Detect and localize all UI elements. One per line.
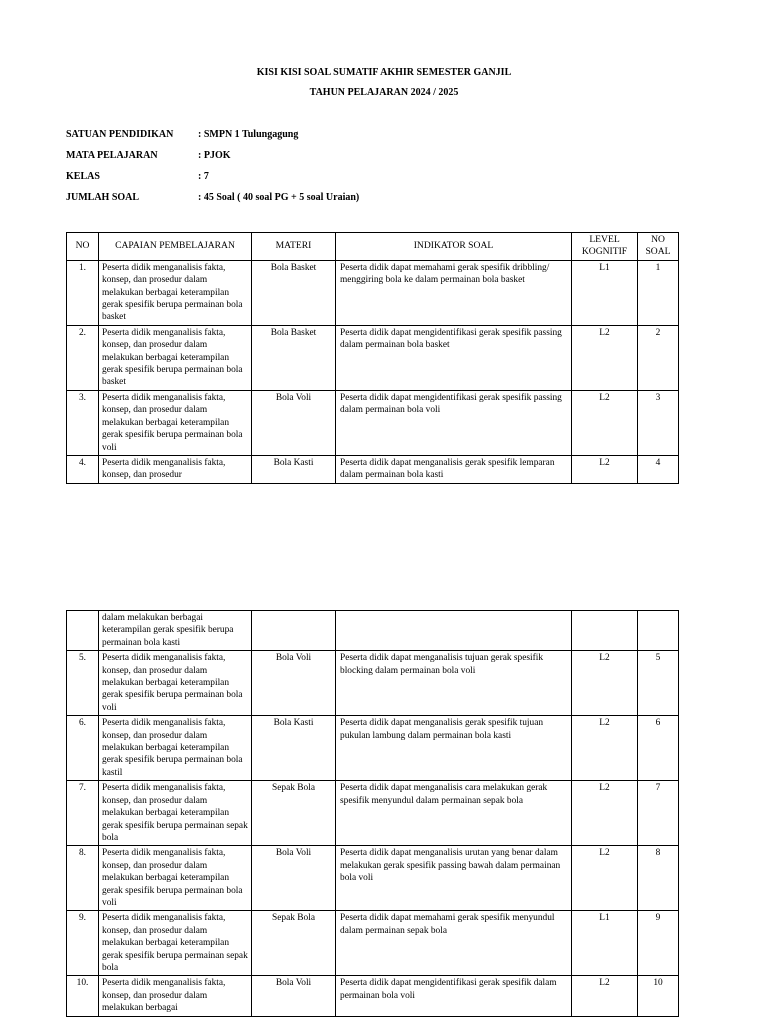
cell-capaian: Peserta didik menganalisis fakta, konsep, dan prosedur dalam melakukan berbagai keterampilan gerak spesifik berupa permainan sepak bola: [99, 781, 252, 846]
cell-indikator: Peserta didik dapat mengidentifikasi gerak spesifik passing dalam permainan bola basket: [336, 325, 572, 390]
table-row: [67, 716, 679, 781]
cell-capaian: dalam melakukan berbagai keterampilan gerak spesifik berupa permainan bola kasti: [99, 611, 252, 651]
cell-level: L2: [572, 846, 638, 911]
info-value: : SMPN 1 Tulungagung: [198, 129, 299, 140]
header-materi: MATERI: [252, 233, 336, 261]
cell-materi: Sepak Bola: [252, 911, 336, 976]
cell-capaian: Peserta didik menganalisis fakta, konsep, dan prosedur dalam melakukan berbagai keterampilan gerak spesifik berupa permainan bola kastil: [99, 716, 252, 781]
cell-level: L2: [572, 976, 638, 1016]
doc-title: KISI KISI SOAL SUMATIF AKHIR SEMESTER GANJIL: [256, 67, 512, 78]
cell-indikator: Peserta didik dapat mengidentifikasi gerak spesifik passing dalam permainan bola voli: [336, 390, 572, 455]
cell-indikator: Peserta didik dapat mengidentifikasi gerak spesifik dalam permainan bola voli: [336, 976, 572, 1016]
cell-no-soal: 7: [638, 781, 679, 846]
cell-materi: Sepak Bola: [252, 781, 336, 846]
cell-no-soal: [638, 611, 679, 651]
cell-no: [67, 611, 99, 651]
cell-indikator: Peserta didik dapat menganalisis urutan yang benar dalam melakukan gerak spesifik passing bawah dalam permainan bola voli: [336, 846, 572, 911]
header-no-soal: NO SOAL: [638, 233, 679, 261]
cell-indikator: Peserta didik dapat memahami gerak spesifik menyundul dalam permainan sepak bola: [336, 911, 572, 976]
doc-subtitle: TAHUN PELAJARAN 2024 / 2025: [309, 87, 459, 98]
cell-materi: Bola Basket: [252, 260, 336, 325]
cell-indikator: Peserta didik dapat menganalisis gerak spesifik tujuan pukulan lambung dalam permainan bola kasti: [336, 716, 572, 781]
cell-capaian: Peserta didik menganalisis fakta, konsep, dan prosedur: [99, 455, 252, 483]
info-value: : 45 Soal ( 40 soal PG + 5 soal Uraian): [198, 192, 360, 203]
cell-materi: Bola Voli: [252, 976, 336, 1016]
table-header-row: [67, 233, 679, 261]
header-indikator: INDIKATOR SOAL: [336, 233, 572, 261]
cell-materi: Bola Basket: [252, 325, 336, 390]
cell-no-soal: 10: [638, 976, 679, 1016]
cell-level: L2: [572, 455, 638, 483]
cell-indikator: Peserta didik dapat memahami gerak spesifik dribbling/ menggiring bola ke dalam permainan bola basket: [336, 260, 572, 325]
cell-materi: Bola Voli: [252, 651, 336, 716]
cell-capaian: Peserta didik menganalisis fakta, konsep, dan prosedur dalam melakukan berbagai keterampilan gerak spesifik berupa permainan bola basket: [99, 260, 252, 325]
table-row: [67, 325, 679, 390]
cell-no: 3.: [67, 390, 99, 455]
table-row: [67, 260, 679, 325]
cell-no-soal: 3: [638, 390, 679, 455]
header-level: LEVEL KOGNITIF: [572, 233, 638, 261]
info-row-jumlah: [66, 192, 359, 203]
table-row: [67, 846, 679, 911]
cell-no-soal: 8: [638, 846, 679, 911]
cell-level: L2: [572, 781, 638, 846]
cell-indikator: Peserta didik dapat menganalisis cara melakukan gerak spesifik menyundul dalam permainan sepak bola: [336, 781, 572, 846]
table-row: [67, 781, 679, 846]
cell-no: 6.: [67, 716, 99, 781]
cell-no: 4.: [67, 455, 99, 483]
cell-level: L2: [572, 716, 638, 781]
cell-no-soal: 1: [638, 260, 679, 325]
kisi-table-page2: [66, 610, 679, 1017]
cell-no-soal: 2: [638, 325, 679, 390]
table-row-continued: [67, 611, 679, 651]
cell-capaian: Peserta didik menganalisis fakta, konsep, dan prosedur dalam melakukan berbagai: [99, 976, 252, 1016]
cell-capaian: Peserta didik menganalisis fakta, konsep, dan prosedur dalam melakukan berbagai keterampilan gerak spesifik berupa permainan bola voli: [99, 846, 252, 911]
info-value: : PJOK: [198, 150, 231, 161]
cell-no: 5.: [67, 651, 99, 716]
cell-level: [572, 611, 638, 651]
cell-no-soal: 5: [638, 651, 679, 716]
cell-no-soal: 9: [638, 911, 679, 976]
cell-indikator: [336, 611, 572, 651]
cell-level: L2: [572, 390, 638, 455]
cell-capaian: Peserta didik menganalisis fakta, konsep, dan prosedur dalam melakukan berbagai keterampilan gerak spesifik berupa permainan sepak bola: [99, 911, 252, 976]
info-row-satuan: [66, 129, 298, 140]
info-label: KELAS: [66, 171, 100, 182]
table-row: [67, 651, 679, 716]
cell-no: 8.: [67, 846, 99, 911]
info-value: : 7: [198, 171, 209, 182]
cell-no: 2.: [67, 325, 99, 390]
cell-capaian: Peserta didik menganalisis fakta, konsep, dan prosedur dalam melakukan berbagai keterampilan gerak spesifik berupa permainan bola voli: [99, 390, 252, 455]
cell-capaian: Peserta didik menganalisis fakta, konsep, dan prosedur dalam melakukan berbagai keterampilan gerak spesifik berupa permainan bola voli: [99, 651, 252, 716]
cell-level: L1: [572, 911, 638, 976]
cell-no: 7.: [67, 781, 99, 846]
cell-no: 1.: [67, 260, 99, 325]
info-label: JUMLAH SOAL: [66, 192, 140, 203]
cell-no: 9.: [67, 911, 99, 976]
cell-no: 10.: [67, 976, 99, 1016]
cell-indikator: Peserta didik dapat menganalisis gerak spesifik lemparan dalam permainan bola kasti: [336, 455, 572, 483]
cell-level: L2: [572, 325, 638, 390]
header-no: NO: [67, 233, 99, 261]
table-row: [67, 911, 679, 976]
table-row: [67, 976, 679, 1016]
info-row-kelas: [66, 171, 209, 182]
cell-no-soal: 6: [638, 716, 679, 781]
table-row: [67, 455, 679, 483]
info-label: SATUAN PENDIDIKAN: [66, 129, 174, 140]
cell-level: L1: [572, 260, 638, 325]
cell-materi: [252, 611, 336, 651]
cell-capaian: Peserta didik menganalisis fakta, konsep, dan prosedur dalam melakukan berbagai keterampilan gerak spesifik berupa permainan bola basket: [99, 325, 252, 390]
info-row-mapel: [66, 150, 231, 161]
cell-indikator: Peserta didik dapat menganalisis tujuan gerak spesifik blocking dalam permainan bola voli: [336, 651, 572, 716]
cell-materi: Bola Kasti: [252, 716, 336, 781]
cell-materi: Bola Voli: [252, 390, 336, 455]
cell-level: L2: [572, 651, 638, 716]
info-label: MATA PELAJARAN: [66, 150, 158, 161]
cell-no-soal: 4: [638, 455, 679, 483]
cell-materi: Bola Kasti: [252, 455, 336, 483]
kisi-table-page1: [66, 232, 679, 484]
table-row: [67, 390, 679, 455]
header-capaian: CAPAIAN PEMBELAJARAN: [99, 233, 252, 261]
cell-materi: Bola Voli: [252, 846, 336, 911]
